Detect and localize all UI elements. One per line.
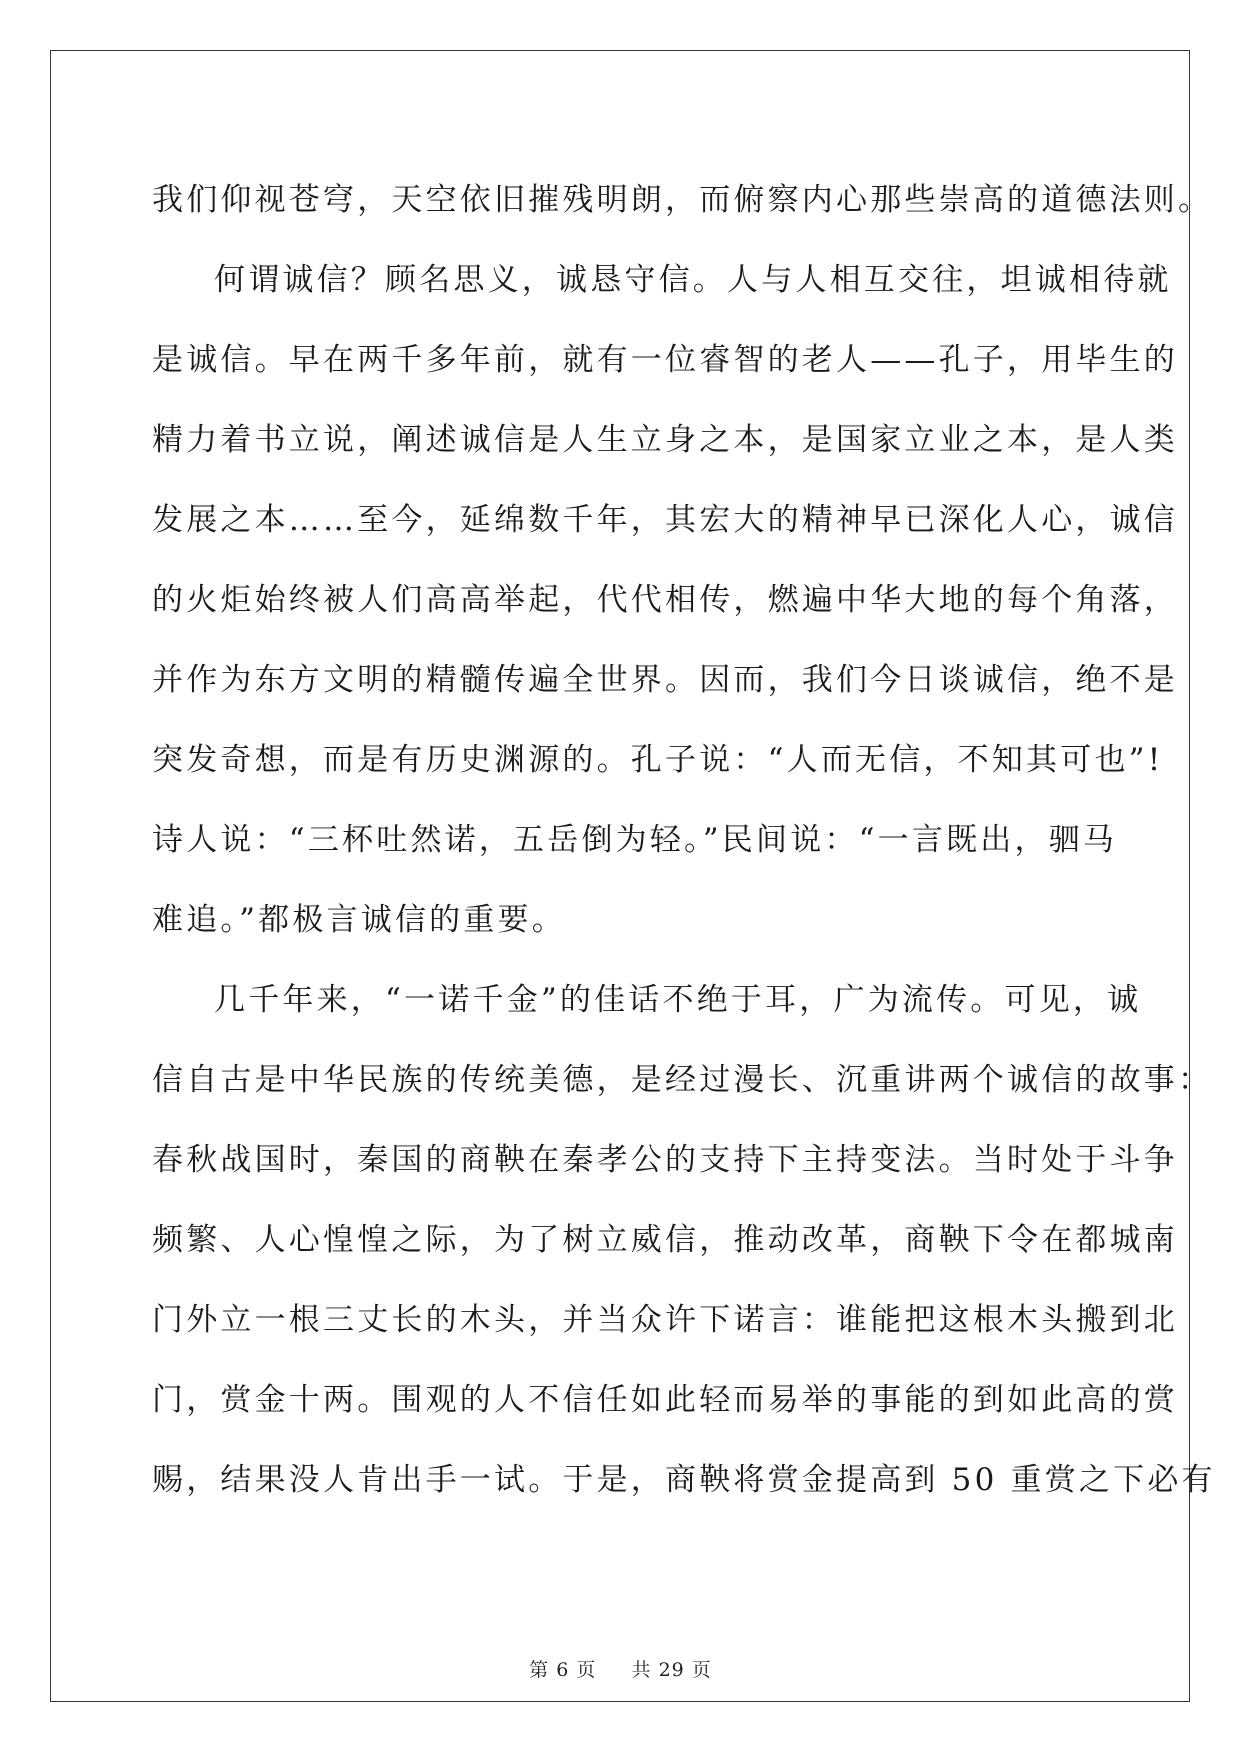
text-line: 发展之本……至今，延绵数千年，其宏大的精神早已深化人心，诚信 <box>152 502 1178 538</box>
text-line: 精力着书立说，阐述诚信是人生立身之本，是国家立业之本，是人类 <box>152 422 1178 458</box>
text-line: 赐，结果没人肯出手一试。于是，商鞅将赏金提高到 50 重赏之下必有 <box>152 1462 1216 1498</box>
text-line: 是诚信。早在两千多年前，就有一位睿智的老人——孔子，用毕生的 <box>152 342 1178 378</box>
text-line: 门，赏金十两。围观的人不信任如此轻而易举的事能的到如此高的赏 <box>152 1382 1178 1418</box>
text-line: 频繁、人心惶惶之际，为了树立威信，推动改革，商鞅下令在都城南 <box>152 1222 1178 1258</box>
text-line: 并作为东方文明的精髓传遍全世界。因而，我们今日谈诚信，绝不是 <box>152 662 1178 698</box>
text-line: 突发奇想，而是有历史渊源的。孔子说：“人而无信，不知其可也”! <box>152 742 1164 778</box>
text-line: 几千年来，“一诺千金”的佳话不绝于耳，广为流传。可见，诚 <box>214 982 1142 1018</box>
text-line: 门外立一根三丈长的木头，并当众许下诺言：谁能把这根木头搬到北 <box>152 1302 1178 1338</box>
text-line: 难追。”都极言诚信的重要。 <box>152 902 566 938</box>
document-body <box>152 160 1216 1520</box>
page-footer <box>0 1655 1241 1682</box>
text-line: 我们仰视苍穹，天空依旧摧残明朗，而俯察内心那些崇高的道德法则。 <box>152 182 1213 218</box>
total-pages: 共 29 页 <box>631 1659 712 1681</box>
text-line: 春秋战国时，秦国的商鞅在秦孝公的支持下主持变法。当时处于斗争 <box>152 1142 1178 1178</box>
text-line: 的火炬始终被人们高高举起，代代相传，燃遍中华大地的每个角落， <box>152 582 1178 618</box>
text-line: 何谓诚信？顾名思义，诚恳守信。人与人相互交往，坦诚相待就 <box>214 262 1172 298</box>
text-line: 诗人说：“三杯吐然诺，五岳倒为轻。”民间说：“一言既出，驷马 <box>152 822 1118 858</box>
page-number: 第 6 页 <box>529 1659 597 1681</box>
text-line: 信自古是中华民族的传统美德，是经过漫长、沉重讲两个诚信的故事： <box>152 1062 1213 1098</box>
